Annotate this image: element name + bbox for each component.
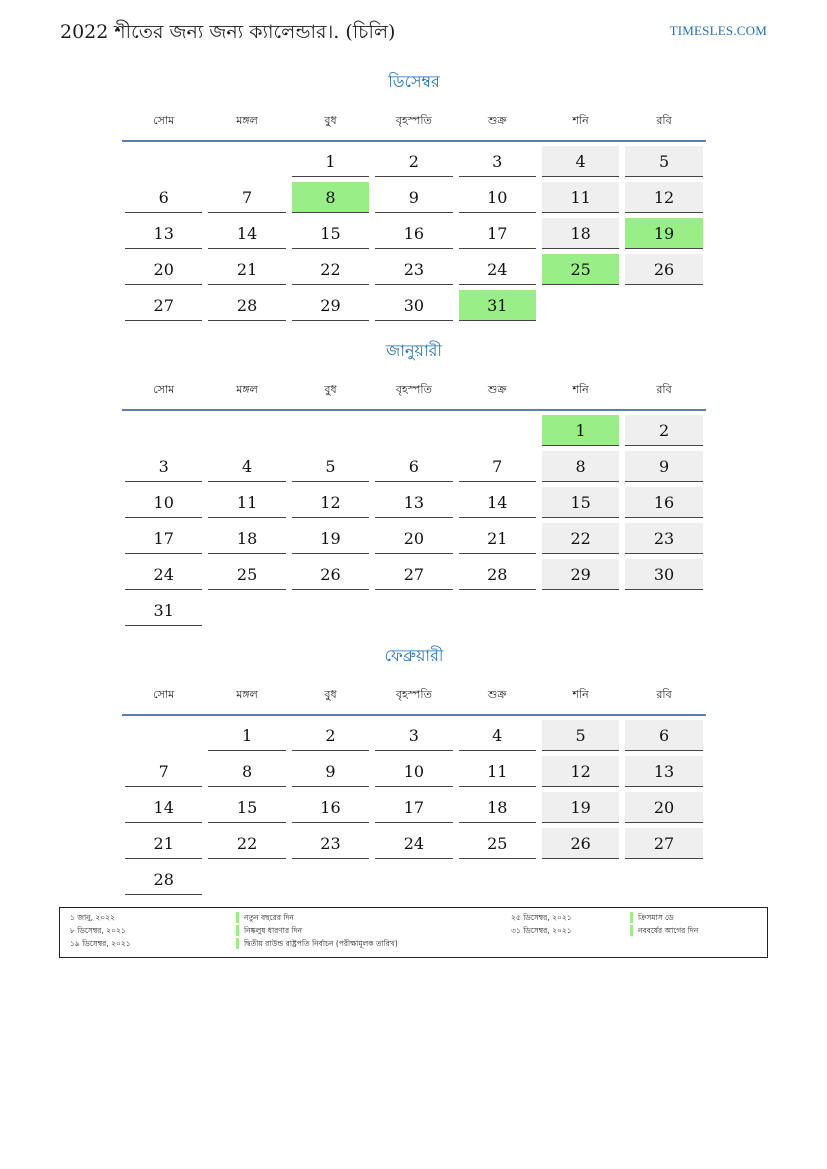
legend-date: ৮ ডিসেম্বর, ২০২১ bbox=[70, 926, 126, 935]
week-row bbox=[122, 792, 706, 828]
empty-cell bbox=[542, 864, 619, 895]
day-cell[interactable]: 14 bbox=[459, 487, 536, 518]
empty-cell bbox=[208, 595, 285, 626]
day-cell[interactable]: 13 bbox=[375, 487, 452, 518]
legend-date: ২৫ ডিসেম্বর, ২০২১ bbox=[511, 913, 572, 922]
empty-cell bbox=[292, 415, 369, 446]
weekday-label: বুধ bbox=[324, 113, 337, 127]
day-cell[interactable]: 21 bbox=[459, 523, 536, 554]
week-row bbox=[122, 828, 706, 864]
day-cell[interactable]: 13 bbox=[625, 756, 702, 787]
day-cell[interactable]: 2 bbox=[292, 720, 369, 751]
empty-cell bbox=[125, 415, 202, 446]
day-cell[interactable]: 23 bbox=[292, 828, 369, 859]
day-cell[interactable]: 21 bbox=[208, 254, 285, 285]
weekday-label: বৃহস্পতি bbox=[395, 113, 432, 127]
day-cell[interactable]: 15 bbox=[208, 792, 285, 823]
day-cell[interactable]: 9 bbox=[292, 756, 369, 787]
weekday-label: সোম bbox=[153, 382, 175, 396]
week-row bbox=[122, 523, 706, 559]
week-row bbox=[122, 720, 706, 756]
day-cell[interactable]: 12 bbox=[542, 756, 619, 787]
day-cell[interactable]: 5 bbox=[292, 451, 369, 482]
empty-cell bbox=[208, 864, 285, 895]
week-row bbox=[122, 254, 706, 290]
empty-cell bbox=[375, 864, 452, 895]
week-row bbox=[122, 756, 706, 792]
legend-holiday-name: ক্রিসমাস ডে bbox=[630, 912, 674, 923]
day-cell[interactable]: 10 bbox=[375, 756, 452, 787]
day-cell[interactable]: 25 bbox=[542, 254, 619, 285]
day-cell[interactable]: 17 bbox=[375, 792, 452, 823]
empty-cell bbox=[459, 595, 536, 626]
weekday-label: শনি bbox=[572, 113, 589, 127]
day-cell[interactable]: 24 bbox=[375, 828, 452, 859]
day-cell[interactable]: 16 bbox=[625, 487, 702, 518]
header-divider bbox=[122, 140, 706, 142]
week-row bbox=[122, 218, 706, 254]
header-divider bbox=[122, 409, 706, 411]
weekday-label: বৃহস্পতি bbox=[395, 687, 432, 701]
day-cell[interactable]: 25 bbox=[459, 828, 536, 859]
weekday-label: বুধ bbox=[324, 687, 337, 701]
day-cell[interactable]: 6 bbox=[125, 182, 202, 213]
day-cell[interactable]: 29 bbox=[542, 559, 619, 590]
legend-date: ১৯ ডিসেম্বর, ২০২১ bbox=[70, 939, 131, 948]
week-row bbox=[122, 595, 706, 631]
day-cell[interactable]: 1 bbox=[208, 720, 285, 751]
day-cell[interactable]: 21 bbox=[125, 828, 202, 859]
day-cell[interactable]: 27 bbox=[625, 828, 702, 859]
day-cell[interactable]: 4 bbox=[208, 451, 285, 482]
empty-cell bbox=[292, 595, 369, 626]
month-calendar bbox=[122, 337, 706, 631]
day-cell[interactable]: 1 bbox=[542, 415, 619, 446]
day-cell[interactable]: 24 bbox=[125, 559, 202, 590]
week-row bbox=[122, 182, 706, 218]
day-cell[interactable]: 25 bbox=[208, 559, 285, 590]
day-cell[interactable]: 1 bbox=[292, 146, 369, 177]
day-cell[interactable]: 12 bbox=[625, 182, 702, 213]
day-cell[interactable]: 7 bbox=[208, 182, 285, 213]
day-cell[interactable]: 28 bbox=[208, 290, 285, 321]
day-cell[interactable]: 23 bbox=[375, 254, 452, 285]
day-cell[interactable]: 8 bbox=[292, 182, 369, 213]
day-cell[interactable]: 22 bbox=[542, 523, 619, 554]
empty-cell bbox=[125, 146, 202, 177]
day-cell[interactable]: 22 bbox=[292, 254, 369, 285]
day-cell[interactable]: 11 bbox=[459, 756, 536, 787]
day-cell[interactable]: 28 bbox=[125, 864, 202, 895]
empty-cell bbox=[375, 415, 452, 446]
day-cell[interactable]: 7 bbox=[459, 451, 536, 482]
week-row bbox=[122, 290, 706, 326]
day-cell[interactable]: 2 bbox=[625, 415, 702, 446]
day-cell[interactable]: 13 bbox=[125, 218, 202, 249]
day-cell[interactable]: 27 bbox=[375, 559, 452, 590]
day-cell[interactable]: 18 bbox=[459, 792, 536, 823]
day-cell[interactable]: 26 bbox=[625, 254, 702, 285]
day-cell[interactable]: 19 bbox=[292, 523, 369, 554]
weekday-header bbox=[122, 102, 706, 140]
weekday-label: বুধ bbox=[324, 382, 337, 396]
month-title: ফেব্রুয়ারী bbox=[384, 646, 444, 665]
day-cell[interactable]: 15 bbox=[292, 218, 369, 249]
day-cell[interactable]: 4 bbox=[459, 720, 536, 751]
legend-holiday-name: নিষ্কলুষ ধারণার দিন bbox=[236, 925, 302, 936]
day-cell[interactable]: 11 bbox=[542, 182, 619, 213]
month-calendar bbox=[122, 68, 706, 326]
day-cell[interactable]: 5 bbox=[542, 720, 619, 751]
month-title: জানুয়ারী bbox=[386, 341, 442, 360]
weekday-label: রবি bbox=[656, 687, 672, 701]
day-cell[interactable]: 17 bbox=[459, 218, 536, 249]
weekday-label: সোম bbox=[153, 687, 175, 701]
week-row bbox=[122, 146, 706, 182]
legend-holiday-name: নববর্ষের আগের দিন bbox=[630, 925, 698, 936]
legend-date: ৩১ ডিসেম্বর, ২০২১ bbox=[511, 926, 572, 935]
day-cell[interactable]: 22 bbox=[208, 828, 285, 859]
weekday-label: রবি bbox=[656, 113, 672, 127]
month-title: ডিসেম্বর bbox=[388, 72, 440, 91]
page-title: 2022 শীতের জন্য জন্য ক্যালেন্ডার।. (চিলি) bbox=[60, 21, 396, 43]
weekday-label: শুক্র bbox=[487, 113, 507, 127]
day-cell[interactable]: 17 bbox=[125, 523, 202, 554]
week-row bbox=[122, 487, 706, 523]
day-cell[interactable]: 24 bbox=[459, 254, 536, 285]
weekday-header bbox=[122, 676, 706, 714]
day-cell[interactable]: 31 bbox=[459, 290, 536, 321]
day-cell[interactable]: 30 bbox=[625, 559, 702, 590]
day-cell[interactable]: 6 bbox=[375, 451, 452, 482]
weekday-label: শুক্র bbox=[487, 687, 507, 701]
day-cell[interactable]: 5 bbox=[625, 146, 702, 177]
empty-cell bbox=[542, 595, 619, 626]
empty-cell bbox=[292, 864, 369, 895]
day-cell[interactable]: 30 bbox=[375, 290, 452, 321]
weekday-label: রবি bbox=[656, 382, 672, 396]
day-cell[interactable]: 14 bbox=[125, 792, 202, 823]
day-cell[interactable]: 20 bbox=[625, 792, 702, 823]
day-cell[interactable]: 3 bbox=[125, 451, 202, 482]
weekday-label: শুক্র bbox=[487, 382, 507, 396]
week-row bbox=[122, 415, 706, 451]
day-cell[interactable]: 6 bbox=[625, 720, 702, 751]
empty-cell bbox=[625, 864, 702, 895]
week-row bbox=[122, 559, 706, 595]
day-cell[interactable]: 26 bbox=[542, 828, 619, 859]
weekday-label: মঙ্গল bbox=[236, 382, 258, 396]
day-cell[interactable]: 3 bbox=[459, 146, 536, 177]
empty-cell bbox=[625, 595, 702, 626]
day-cell[interactable]: 11 bbox=[208, 487, 285, 518]
day-cell[interactable]: 10 bbox=[125, 487, 202, 518]
day-cell[interactable]: 19 bbox=[542, 792, 619, 823]
day-cell[interactable]: 20 bbox=[125, 254, 202, 285]
empty-cell bbox=[208, 146, 285, 177]
empty-cell bbox=[208, 415, 285, 446]
weekday-label: মঙ্গল bbox=[236, 687, 258, 701]
day-cell[interactable]: 8 bbox=[208, 756, 285, 787]
weekday-header bbox=[122, 371, 706, 409]
day-cell[interactable]: 28 bbox=[459, 559, 536, 590]
day-cell[interactable]: 2 bbox=[375, 146, 452, 177]
day-cell[interactable]: 31 bbox=[125, 595, 202, 626]
site-link[interactable]: TIMESLES.COM bbox=[669, 23, 767, 38]
legend-date: ১ জানু, ২০২২ bbox=[70, 913, 115, 922]
holiday-legend bbox=[59, 907, 768, 958]
day-cell[interactable]: 9 bbox=[375, 182, 452, 213]
weekday-label: সোম bbox=[153, 113, 175, 127]
day-cell[interactable]: 16 bbox=[292, 792, 369, 823]
day-cell[interactable]: 19 bbox=[625, 218, 702, 249]
day-cell[interactable]: 18 bbox=[208, 523, 285, 554]
day-cell[interactable]: 15 bbox=[542, 487, 619, 518]
day-cell[interactable]: 29 bbox=[292, 290, 369, 321]
empty-cell bbox=[459, 864, 536, 895]
empty-cell bbox=[542, 290, 619, 321]
empty-cell bbox=[459, 415, 536, 446]
month-calendar bbox=[122, 642, 706, 900]
day-cell[interactable]: 10 bbox=[459, 182, 536, 213]
weekday-label: বৃহস্পতি bbox=[395, 382, 432, 396]
day-cell[interactable]: 27 bbox=[125, 290, 202, 321]
day-cell[interactable]: 14 bbox=[208, 218, 285, 249]
day-cell[interactable]: 8 bbox=[542, 451, 619, 482]
header-divider bbox=[122, 714, 706, 716]
day-cell[interactable]: 12 bbox=[292, 487, 369, 518]
week-row bbox=[122, 864, 706, 900]
weekday-label: মঙ্গল bbox=[236, 113, 258, 127]
day-cell[interactable]: 4 bbox=[542, 146, 619, 177]
day-cell[interactable]: 26 bbox=[292, 559, 369, 590]
day-cell[interactable]: 20 bbox=[375, 523, 452, 554]
empty-cell bbox=[375, 595, 452, 626]
empty-cell bbox=[125, 720, 202, 751]
day-cell[interactable]: 16 bbox=[375, 218, 452, 249]
empty-cell bbox=[625, 290, 702, 321]
day-cell[interactable]: 9 bbox=[625, 451, 702, 482]
day-cell[interactable]: 7 bbox=[125, 756, 202, 787]
legend-holiday-name: নতুন বছরের দিন bbox=[236, 912, 294, 923]
day-cell[interactable]: 18 bbox=[542, 218, 619, 249]
day-cell[interactable]: 23 bbox=[625, 523, 702, 554]
weekday-label: শনি bbox=[572, 382, 589, 396]
day-cell[interactable]: 3 bbox=[375, 720, 452, 751]
legend-holiday-name: দ্বিতীয় রাউন্ড রাষ্ট্রপতি নির্বাচন (পরীক্ষামূলক তারিখ) bbox=[236, 938, 398, 949]
weekday-label: শনি bbox=[572, 687, 589, 701]
week-row bbox=[122, 451, 706, 487]
